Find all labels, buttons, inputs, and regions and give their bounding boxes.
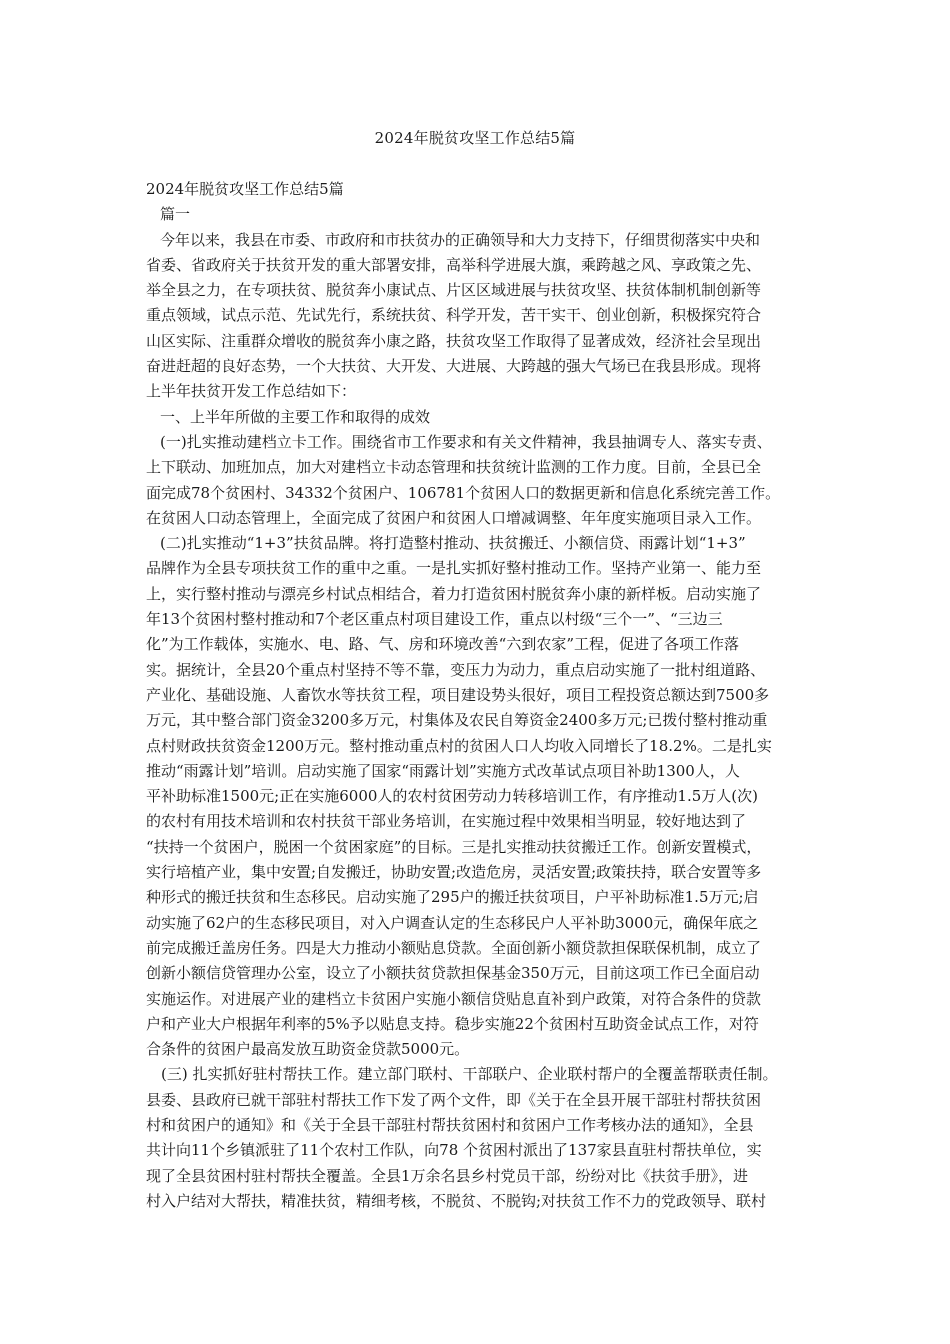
text-line: 实行培植产业，集中安置;自发搬迁，协助安置;改造危房，灵活安置;政策扶持，联合安置等多 <box>146 863 762 882</box>
text-line: 户和产业大户根据年利率的5%予以贴息支持。稳步实施22个贫困村互助资金试点工作，对符 <box>146 1014 759 1033</box>
text-line: 今年以来，我县在市委、市政府和市扶贫办的正确领导和大力支持下，仔细贯彻落实中央和 <box>160 230 761 249</box>
text-line: 村和贫困户的通知》和《关于全县干部驻村帮扶贫困村和贫困户工作考核办法的通知》，全县 <box>146 1115 754 1134</box>
text-line: 产业化、基础设施、人畜饮水等扶贫工程，项目建设势头很好，项目工程投资总额达到7500多 <box>146 685 770 704</box>
page-title: 2024年脱贫攻坚工作总结5篇 <box>374 129 576 147</box>
text-line: 实。据统计，全县20个重点村坚持不等不靠，变压力为动力，重点启动实施了一批村组道路、 <box>146 660 766 679</box>
text-line: 推动“雨露计划”培训。启动实施了国家“雨露计划”实施方式改革试点项目补助1300人，人 <box>146 761 740 780</box>
text-line: 村入户结对大帮扶，精准扶贫，精细考核，不脱贫、不脱钩;对扶贫工作不力的党政领导、联村 <box>146 1191 767 1210</box>
text-line: 奋进赶超的良好态势，一个大扶贫、大开发、大进展、大跨越的强大气场已在我县形成。现将 <box>146 357 762 376</box>
text-line: 品牌作为全县专项扶贫工作的重中之重。一是扎实抓好整村推动工作。坚持产业第一、能力至 <box>146 559 762 578</box>
text-line: 2024年脱贫攻坚工作总结5篇 <box>146 180 344 198</box>
text-line: 实施运作。对进展产业的建档立卡贫困户实施小额信贷贴息直补到户政策，对符合条件的贷款 <box>146 989 762 1008</box>
text-line: (二)扎实推动“1+3”扶贫品牌。将打造整村推动、扶贫搬迁、小额信贷、雨露计划“1+3” <box>160 534 746 553</box>
text-line: 前完成搬迁盖房任务。四是大力推动小额贴息贷款。全面创新小额贷款担保联保机制，成立了 <box>146 938 762 957</box>
text-line: 山区实际、注重群众增收的脱贫奔小康之路，扶贫攻坚工作取得了显著成效，经济社会呈现出 <box>146 331 762 350</box>
text-line: 化”为工作载体，实施水、电、路、气、房和环境改善“六到农家”工程，促进了各项工作落 <box>146 635 740 654</box>
text-line: (三) 扎实抓好驻村帮扶工作。建立部门联村、干部联户、企业联村帮户的全覆盖帮联责任制。 <box>161 1065 778 1084</box>
text-line: 万元，其中整合部门资金3200多万元，村集体及农民自筹资金2400多万元;已拨付整村推动重 <box>146 711 768 730</box>
text-line: 上下联动、加班加点，加大对建档立卡动态管理和扶贫统计监测的工作力度。目前，全县已全 <box>146 458 762 477</box>
text-line: 平补助标准1500元;正在实施6000人的农村贫困劳动力转移培训工作，有序推动1.5万人(次) <box>146 787 758 806</box>
text-line: 一、上半年所做的主要工作和取得的成效 <box>160 407 431 426</box>
text-line: 动实施了62户的生态移民项目，对入户调查认定的生态移民户人平补助3000元，确保年底之 <box>146 913 759 932</box>
text-line: 重点领域，试点示范、先试先行，系统扶贫、科学开发，苦干实干、创业创新，积极探究符合 <box>146 306 762 325</box>
text-line: 省委、省政府关于扶贫开发的重大部署安排，高举科学进展大旗，乘跨越之风、享政策之先、 <box>146 255 762 274</box>
text-line: 点村财政扶贫资金1200万元。整村推动重点村的贫困人口人均收入同增长了18.2%。二是扎实 <box>146 736 772 755</box>
text-line: 共计向11个乡镇派驻了11个农村工作队，向78 个贫困村派出了137家县直驻村帮扶单位，实 <box>146 1141 762 1160</box>
document-body <box>146 177 822 1214</box>
text-line: 上，实行整村推动与漂亮乡村试点相结合，着力打造贫困村脱贫奔小康的新样板。启动实施了 <box>146 584 762 603</box>
text-line: “扶持一个贫困户，脱困一个贫困家庭”的目标。三是扎实推动扶贫搬迁工作。创新安置模式， <box>146 837 762 856</box>
text-line: 面完成78个贫困村、34332个贫困户、106781个贫困人口的数据更新和信息化系统完善工作。 <box>146 483 781 502</box>
text-line: 上半年扶贫开发工作总结如下： <box>146 382 357 401</box>
text-line: 县委、县政府已就干部驻村帮扶工作下发了两个文件，即《关于在全县开展干部驻村帮扶贫困 <box>146 1090 762 1109</box>
text-line: 举全县之力，在专项扶贫、脱贫奔小康试点、片区区域进展与扶贫攻坚、扶贫体制机制创新等 <box>146 281 762 300</box>
text-line: 合条件的贫困户最高发放互助资金贷款5000元。 <box>146 1040 470 1059</box>
text-line: 在贫困人口动态管理上，全面完成了贫困户和贫困人口增减调整、年年度实施项目录入工作。 <box>146 508 762 527</box>
text-line: 年13个贫困村整村推动和7个老区重点村项目建设工作，重点以村级“三个一”、“三边三 <box>146 610 723 629</box>
text-line: 种形式的搬迁扶贫和生态移民。启动实施了295户的搬迁扶贫项目，户平补助标准1.5万元;启 <box>146 888 759 907</box>
text-line: (一)扎实推动建档立卡工作。围绕省市工作要求和有关文件精神，我县抽调专人、落实专责、 <box>160 432 772 451</box>
text-line: 现了全县贫困村驻村帮扶全覆盖。全县1万余名县乡村党员干部，纷纷对比《扶贫手册》，进 <box>146 1166 749 1185</box>
text-line: 的农村有用技术培训和农村扶贫干部业务培训，在实施过程中效果相当明显，较好地达到了 <box>146 812 747 831</box>
text-line: 篇一 <box>160 205 191 224</box>
text-line: 创新小额信贷管理办公室，设立了小额扶贫贷款担保基金350万元，目前这项工作已全面启动 <box>146 964 760 983</box>
